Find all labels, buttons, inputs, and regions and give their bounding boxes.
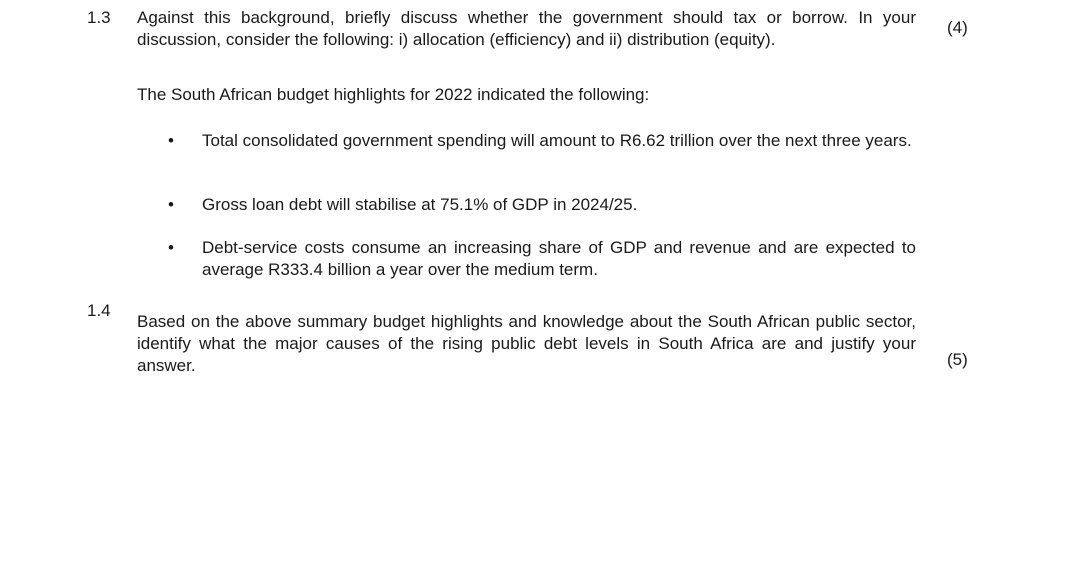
marks-1-3: (4) [947,18,968,37]
list-item-text: Gross loan debt will stabilise at 75.1% of GDP in 2024/25. [202,195,638,214]
list-item-text: Total consolidated government spending will amount to R6.62 trillion over the next three years. [202,131,912,150]
bullet: • [168,238,174,257]
question-number-1-3: 1.3 [87,8,111,27]
list-item [168,130,916,174]
bullet: • [168,131,174,150]
list-item-text: Debt-service costs consume an increasing share of GDP and revenue and are expected to average R333.4 billion a year over the medium term. [202,238,916,279]
marks-1-4: (5) [947,350,968,369]
question-text-1-4: Based on the above summary budget highlights and knowledge about the South African public sector, identify what the major causes of the rising public debt levels in South Africa are and justify your answer. [137,312,916,375]
bullet: • [168,195,174,214]
list-item [168,194,916,216]
list-item [168,237,916,281]
budget-intro: The South African budget highlights for 2022 indicated the following: [137,85,650,104]
question-number-1-4: 1.4 [87,301,111,320]
question-text-1-3: Against this background, briefly discuss whether the government should tax or borrow. In your discussion, consider the following: i) allocation (efficiency) and ii) distribution (equity). [137,8,916,49]
